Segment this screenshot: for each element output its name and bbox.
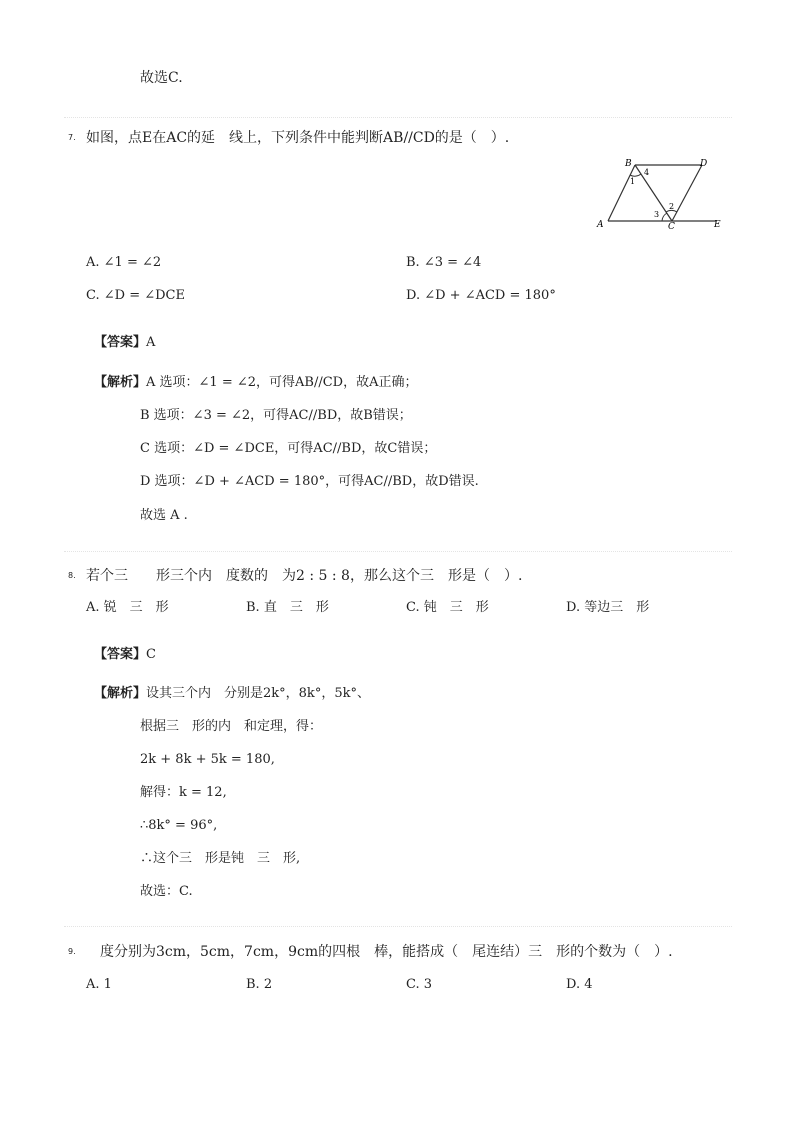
answer-tag: 【答案】: [94, 647, 147, 662]
option-b: B. 2: [246, 977, 273, 992]
answer-line: [94, 334, 155, 352]
question-number: 8.: [68, 571, 76, 580]
option-a: A. 锐 三 形: [86, 600, 169, 615]
analysis-step: C 选项：∠D = ∠DCE，可得AC//BD，故C错误；: [140, 441, 437, 456]
analysis-line: [94, 374, 417, 392]
label-angle-1: 1: [630, 177, 636, 186]
analysis-step: 故选 A .: [140, 508, 188, 523]
answer-line: [94, 646, 156, 664]
option-d: D. ∠D + ∠ACD = 180°: [406, 288, 556, 303]
question-stem: 若个三 形三个内 度数的 为2 : 5 : 8，那么这个三 形是（ ）.: [86, 568, 523, 584]
analysis-step: 设其三个内 分别是2k°，8k°，5k°、: [146, 686, 370, 701]
option-d: D. 4: [566, 977, 593, 992]
option-b: B. ∠3 = ∠4: [406, 255, 482, 270]
segment-dc: [672, 165, 702, 221]
separator: [64, 551, 732, 552]
segment-ab: [608, 165, 635, 221]
parallelogram-figure: [592, 155, 728, 233]
analysis-step: ∴8k° = 96°,: [140, 818, 218, 833]
answer-value: C: [146, 647, 156, 662]
analysis-tag: 【解析】: [94, 686, 147, 701]
question-stem: 度分别为3cm，5cm，7cm，9cm的四根 棒，能搭成（ 尾连结）三 形的个数为（ ）.: [86, 944, 673, 960]
analysis-step: A 选项：∠1 = ∠2，可得AB//CD，故A正确；: [146, 375, 418, 390]
option-b: B. 直 三 形: [246, 600, 329, 615]
label-angle-2: 2: [669, 202, 675, 211]
analysis-step: ∴这个三 形是钝 三 形,: [140, 851, 301, 866]
question-stem: 如图，点E在AC的延 线上，下列条件中能判断AB//CD的是（ ）.: [86, 130, 510, 146]
option-c: C. ∠D = ∠DCE: [86, 288, 185, 303]
answer-value: A: [146, 335, 156, 350]
option-c: C. 钝 三 形: [406, 600, 489, 615]
analysis-line: [94, 685, 370, 703]
analysis-step: 解得：k = 12,: [140, 785, 227, 800]
previous-answer-line: 故选C.: [140, 70, 183, 86]
option-a: A. 1: [86, 977, 112, 992]
label-angle-3: 3: [654, 210, 660, 219]
analysis-tag: 【解析】: [94, 375, 147, 390]
option-c: C. 3: [406, 977, 433, 992]
label-c: C: [668, 222, 675, 232]
separator: [64, 926, 732, 927]
analysis-step: B 选项：∠3 = ∠2，可得AC//BD，故B错误；: [140, 408, 412, 423]
label-e: E: [714, 220, 721, 230]
analysis-step: 故选：C.: [140, 884, 193, 899]
analysis-step: 根据三 形的内 和定理，得：: [140, 719, 323, 734]
angle-1-arc: [630, 174, 641, 176]
analysis-step: D 选项：∠D + ∠ACD = 180°，可得AC//BD，故D错误.: [140, 474, 479, 489]
option-a: A. ∠1 = ∠2: [86, 255, 162, 270]
label-d: D: [700, 159, 708, 169]
analysis-step: 2k + 8k + 5k = 180,: [140, 752, 275, 767]
label-b: B: [625, 159, 632, 169]
question-number: 7.: [68, 133, 76, 142]
angle-3-arc: [662, 213, 667, 221]
answer-tag: 【答案】: [94, 335, 147, 350]
question-number: 9.: [68, 947, 76, 956]
separator: [64, 117, 732, 118]
label-a: A: [597, 220, 604, 230]
option-d: D. 等边三 形: [566, 600, 650, 615]
label-angle-4: 4: [644, 168, 650, 177]
